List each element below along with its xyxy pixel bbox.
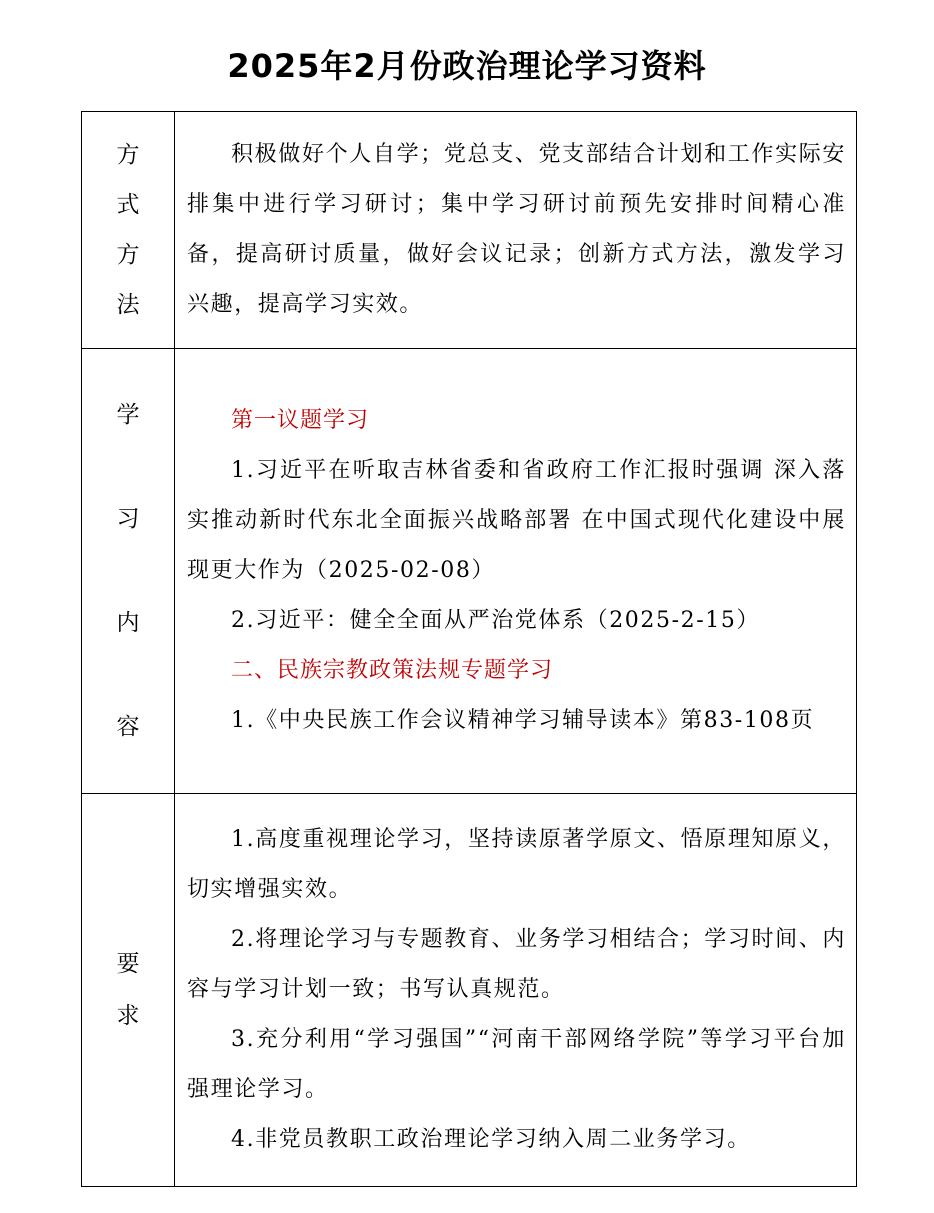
content-label-char: 学 (116, 402, 140, 428)
requirements-label-cell (82, 794, 175, 1187)
requirement-item: 1.高度重视理论学习，坚持读原著学原文、悟原理知原义，切实增强实效。 (187, 827, 846, 902)
first-topic-heading: 第一议题学习 (231, 408, 370, 433)
requirement-item: 2.将理论学习与专题教育、业务学习相结合；学习时间、内容与学习计划一致；书写认真规范。 (187, 927, 846, 1002)
method-paragraph: 积极做好个人自学；党总支、党支部结合计划和工作实际安排集中进行学习研讨；集中学习研讨前预先安排时间精心准备，提高研讨质量，做好会议记录；创新方式方法，激发学习兴趣，提高学习实效。 (187, 142, 846, 317)
requirements-row (82, 794, 857, 1187)
content-label-cell (82, 349, 175, 794)
content-label (117, 363, 140, 779)
requirement-item: 4.非党员教职工政治理论学习纳入周二业务学习。 (231, 1127, 751, 1152)
method-label-char: 方 (116, 142, 140, 168)
requirement-item: 3.充分利用“学习强国”“河南干部网络学院”等学习平台加强理论学习。 (187, 1027, 846, 1102)
page-title: 2025年2月份政治理论学习资料 (227, 47, 707, 85)
method-content-cell (175, 112, 857, 349)
content-row (82, 349, 857, 794)
method-row (82, 112, 857, 349)
method-label-char: 方 (116, 242, 140, 268)
study-item: 1.《中央民族工作会议精神学习辅导读本》第83-108页 (231, 708, 815, 733)
content-label-char: 内 (116, 610, 140, 636)
method-label-cell (82, 112, 175, 349)
ethnic-religion-heading: 二、民族宗教政策法规专题学习 (231, 658, 554, 683)
study-item: 2.习近平：健全全面从严治党体系（2025-2-15） (231, 608, 761, 633)
requirements-label-char: 求 (116, 1003, 140, 1029)
study-item: 1.习近平在听取吉林省委和省政府工作汇报时强调 深入落实推动新时代东北全面振兴战略部署 在中国式现代化建设中展现更大作为（2025-02-08） (187, 458, 846, 583)
content-label-char: 容 (116, 714, 140, 740)
requirements-content-cell (175, 794, 857, 1187)
requirements-label (117, 938, 140, 1042)
method-label-char: 法 (116, 292, 140, 318)
content-content-cell (175, 349, 857, 794)
method-label-char: 式 (116, 192, 140, 218)
requirements-label-char: 要 (116, 951, 140, 977)
method-label (117, 130, 140, 330)
content-label-char: 习 (116, 506, 140, 532)
study-plan-table (81, 111, 857, 1187)
